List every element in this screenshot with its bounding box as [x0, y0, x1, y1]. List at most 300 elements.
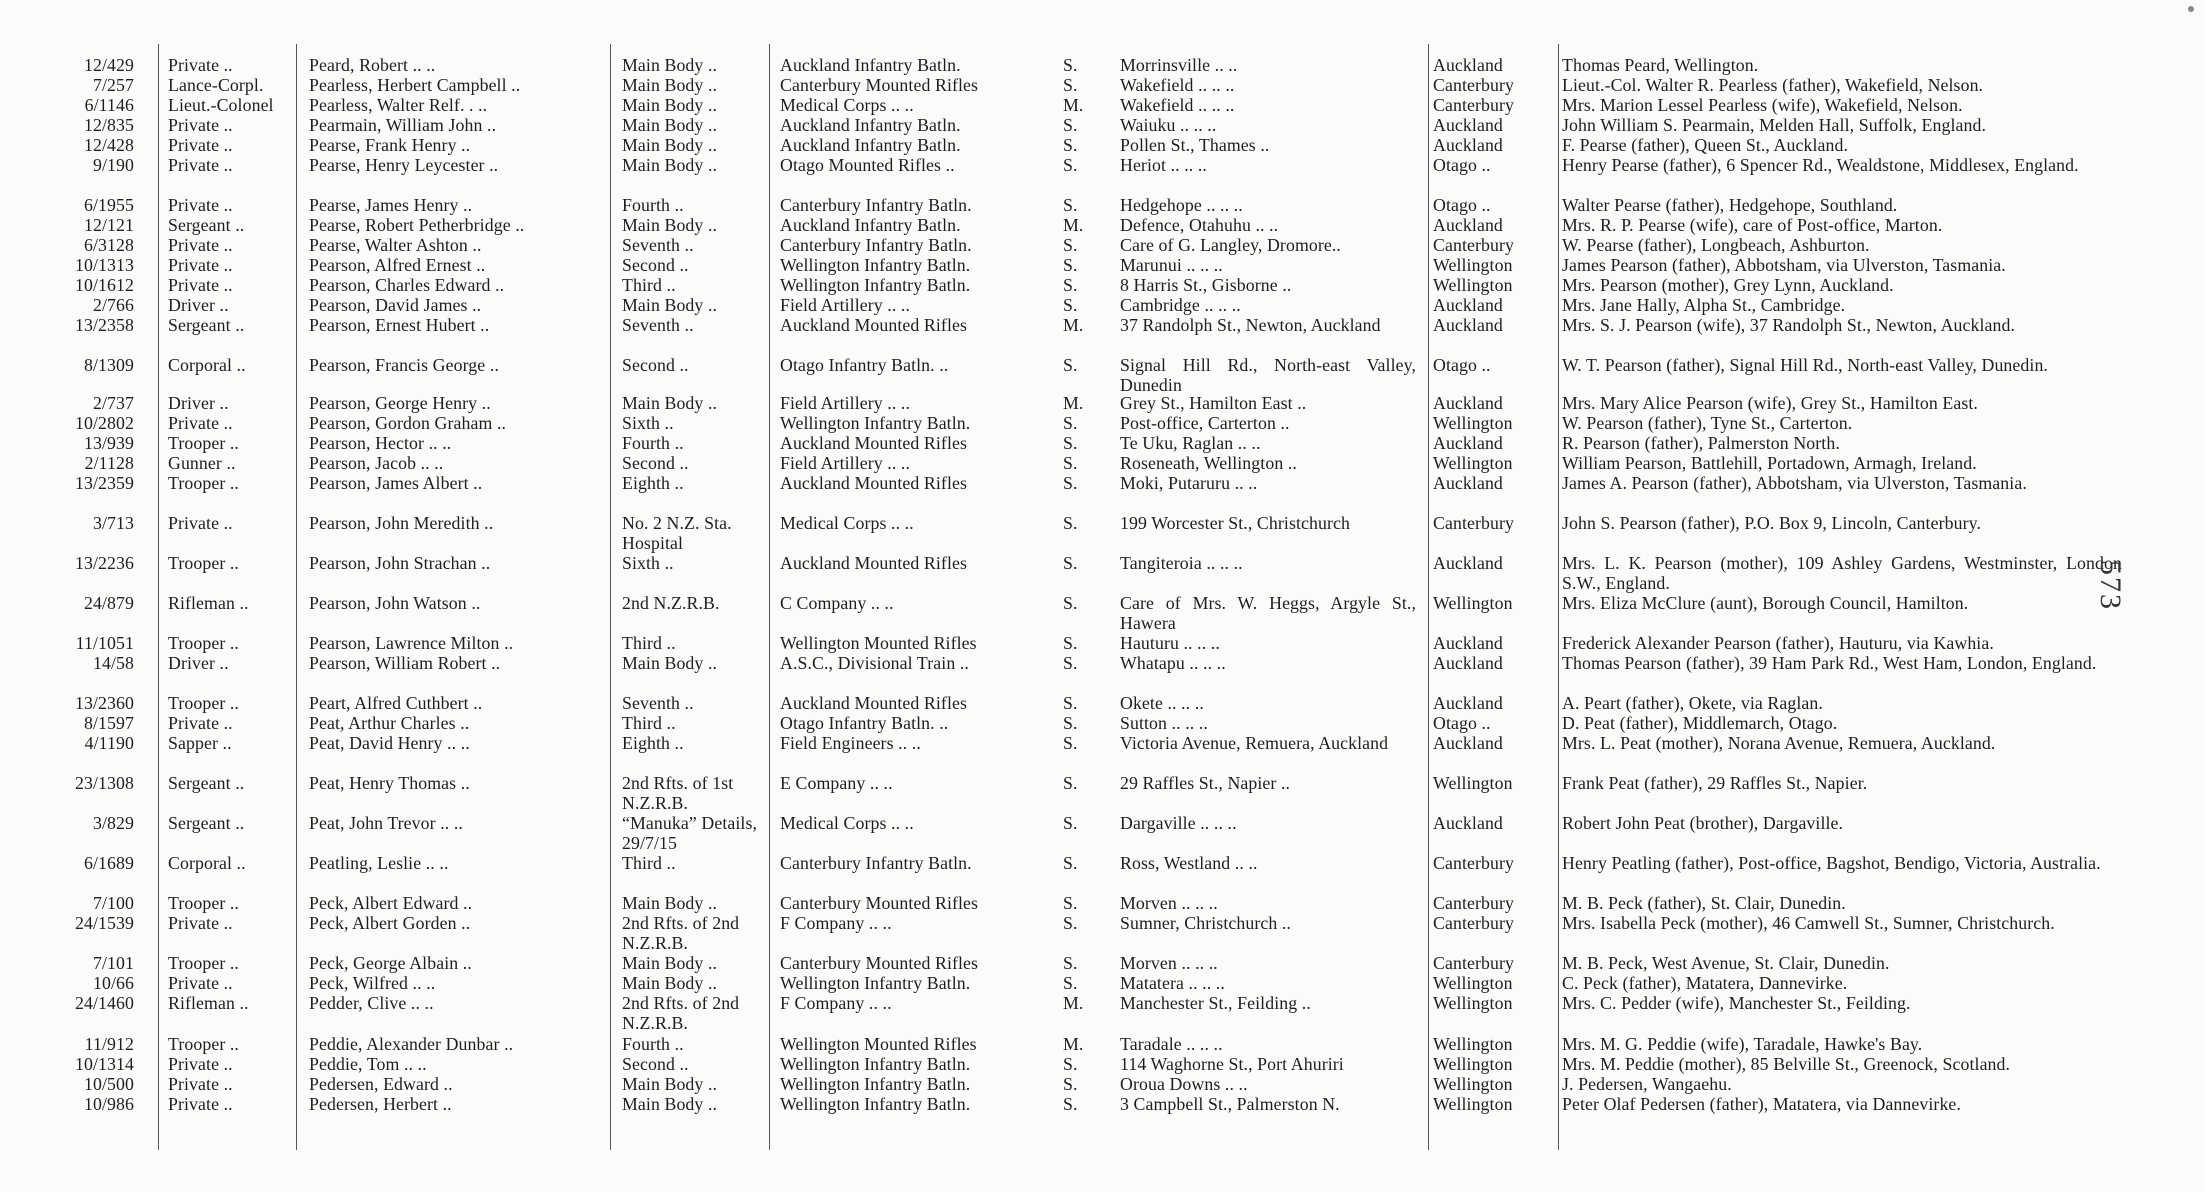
district: Wellington: [1433, 1074, 1513, 1094]
draft-body: Main Body ..: [622, 55, 718, 75]
service-number: 2/1128: [84, 453, 134, 473]
marital-status: S.: [1063, 1074, 1078, 1094]
last-address: Matatera .. .. ..: [1120, 973, 1225, 993]
unit: Field Artillery .. ..: [780, 393, 911, 413]
marital-status: S.: [1063, 1054, 1078, 1074]
next-of-kin: A. Peart (father), Okete, via Raglan.: [1562, 693, 1823, 713]
rank: Rifleman ..: [168, 593, 249, 613]
rank: Corporal ..: [168, 355, 246, 375]
district: Auckland: [1433, 215, 1503, 235]
unit: E Company .. ..: [780, 773, 893, 793]
district: Otago ..: [1433, 155, 1491, 175]
rank: Trooper ..: [168, 893, 239, 913]
unit: Auckland Mounted Rifles: [780, 433, 967, 453]
district: Wellington: [1433, 973, 1513, 993]
unit: Auckland Mounted Rifles: [780, 553, 967, 573]
rank: Corporal ..: [168, 853, 246, 873]
rank: Trooper ..: [168, 953, 239, 973]
draft-body: Main Body ..: [622, 135, 718, 155]
draft-body: Fourth ..: [622, 1034, 684, 1054]
draft-body: Main Body ..: [622, 115, 718, 135]
district: Wellington: [1433, 1034, 1513, 1054]
last-address: Morven .. .. ..: [1120, 893, 1218, 913]
unit: Auckland Infantry Batln.: [780, 135, 961, 155]
service-number: 10/66: [92, 973, 134, 993]
district: Wellington: [1433, 255, 1513, 275]
last-address: Pollen St., Thames ..: [1120, 135, 1270, 155]
last-address: Ross, Westland .. ..: [1120, 853, 1258, 873]
marital-status: S.: [1063, 513, 1078, 533]
rank: Private ..: [168, 55, 233, 75]
soldier-name: Pedersen, Edward ..: [309, 1074, 453, 1094]
unit: F Company .. ..: [780, 913, 892, 933]
last-address: Morrinsville .. ..: [1120, 55, 1238, 75]
rank: Private ..: [168, 1054, 233, 1074]
last-address: Waiuku .. .. ..: [1120, 115, 1217, 135]
district: Otago ..: [1433, 713, 1491, 733]
rank: Sergeant ..: [168, 315, 245, 335]
draft-body: Main Body ..: [622, 295, 718, 315]
last-address: 8 Harris St., Gisborne ..: [1120, 275, 1292, 295]
draft-body: Eighth ..: [622, 733, 684, 753]
service-number: 2/766: [92, 295, 134, 315]
last-address: 199 Worcester St., Christchurch: [1120, 513, 1350, 533]
rank: Sergeant ..: [168, 773, 245, 793]
unit: Canterbury Infantry Batln.: [780, 235, 972, 255]
draft-body: Main Body ..: [622, 653, 718, 673]
soldier-name: Peat, David Henry .. ..: [309, 733, 470, 753]
next-of-kin: W. Pearse (father), Longbeach, Ashburton.: [1562, 235, 1870, 255]
draft-body: Fourth ..: [622, 195, 684, 215]
next-of-kin: Mrs. Pearson (mother), Grey Lynn, Auckland.: [1562, 275, 1894, 295]
next-of-kin: Frederick Alexander Pearson (father), Hauturu, via Kawhia.: [1562, 633, 1994, 653]
marital-status: S.: [1063, 155, 1078, 175]
rank: Trooper ..: [168, 433, 239, 453]
draft-body: 2nd Rfts. of 2nd N.Z.R.B.: [622, 993, 740, 1033]
unit: Auckland Mounted Rifles: [780, 315, 967, 335]
unit: Field Artillery .. ..: [780, 453, 911, 473]
marital-status: S.: [1063, 75, 1078, 95]
last-address: Signal Hill Rd., North-east Valley, Dunedin: [1120, 355, 1416, 395]
next-of-kin: William Pearson, Battlehill, Portadown, Armagh, Ireland.: [1562, 453, 1977, 473]
soldier-name: Pearson, Gordon Graham ..: [309, 413, 507, 433]
roll-row: [0, 513, 2205, 553]
service-number: 8/1597: [84, 713, 134, 733]
rank: Private ..: [168, 1094, 233, 1114]
next-of-kin: Mrs. R. P. Pearse (wife), care of Post-office, Marton.: [1562, 215, 1943, 235]
soldier-name: Pearson, Lawrence Milton ..: [309, 633, 514, 653]
draft-body: Main Body ..: [622, 393, 718, 413]
soldier-name: Peck, Albert Edward ..: [309, 893, 473, 913]
service-number: 24/879: [84, 593, 134, 613]
soldier-name: Peat, Arthur Charles ..: [309, 713, 470, 733]
district: Wellington: [1433, 773, 1513, 793]
soldier-name: Peat, John Trevor .. ..: [309, 813, 463, 833]
soldier-name: Pearson, John Strachan ..: [309, 553, 491, 573]
marital-status: S.: [1063, 593, 1078, 613]
district: Wellington: [1433, 275, 1513, 295]
soldier-name: Pearmain, William John ..: [309, 115, 497, 135]
last-address: Heriot .. .. ..: [1120, 155, 1207, 175]
service-number: 3/829: [92, 813, 134, 833]
unit: Wellington Infantry Batln.: [780, 1074, 971, 1094]
next-of-kin: James Pearson (father), Abbotsham, via Ulverston, Tasmania.: [1562, 255, 2006, 275]
draft-body: Main Body ..: [622, 155, 718, 175]
marital-status: S.: [1063, 433, 1078, 453]
draft-body: Seventh ..: [622, 693, 694, 713]
corner-mark: [2188, 6, 2194, 12]
district: Auckland: [1433, 473, 1503, 493]
last-address: Defence, Otahuhu .. ..: [1120, 215, 1279, 235]
soldier-name: Pearson, John Watson ..: [309, 593, 481, 613]
service-number: 8/1309: [84, 355, 134, 375]
unit: Canterbury Mounted Rifles: [780, 953, 979, 973]
unit: Canterbury Infantry Batln.: [780, 195, 972, 215]
service-number: 12/121: [84, 215, 134, 235]
service-number: 6/3128: [84, 235, 134, 255]
rank: Lieut.-Colonel: [168, 95, 274, 115]
service-number: 3/713: [92, 513, 134, 533]
next-of-kin: Lieut.-Col. Walter R. Pearless (father), Wakefield, Nelson.: [1562, 75, 1984, 95]
marital-status: S.: [1063, 913, 1078, 933]
district: Auckland: [1433, 733, 1503, 753]
next-of-kin: D. Peat (father), Middlemarch, Otago.: [1562, 713, 1838, 733]
next-of-kin: Frank Peat (father), 29 Raffles St., Napier.: [1562, 773, 1868, 793]
service-number: 10/2802: [75, 413, 134, 433]
next-of-kin: Mrs. Eliza McClure (aunt), Borough Council, Hamilton.: [1562, 593, 1969, 613]
soldier-name: Pearson, Jacob .. ..: [309, 453, 444, 473]
unit: Wellington Infantry Batln.: [780, 413, 971, 433]
draft-body: 2nd Rfts. of 2nd N.Z.R.B.: [622, 913, 740, 953]
last-address: Manchester St., Feilding ..: [1120, 993, 1311, 1013]
marital-status: S.: [1063, 853, 1078, 873]
last-address: Whatapu .. .. ..: [1120, 653, 1226, 673]
service-number: 2/737: [92, 393, 134, 413]
rank: Trooper ..: [168, 553, 239, 573]
unit: Wellington Infantry Batln.: [780, 973, 971, 993]
next-of-kin: Mrs. M. Peddie (mother), 85 Belville St., Greenock, Scotland.: [1562, 1054, 2011, 1074]
rank: Driver ..: [168, 295, 229, 315]
next-of-kin: Mrs. Mary Alice Pearson (wife), Grey St., Hamilton East.: [1562, 393, 1978, 413]
service-number: 11/912: [84, 1034, 134, 1054]
next-of-kin: Mrs. M. G. Peddie (wife), Taradale, Hawke's Bay.: [1562, 1034, 1923, 1054]
district: Otago ..: [1433, 195, 1491, 215]
marital-status: M.: [1063, 215, 1084, 235]
district: Canterbury: [1433, 913, 1514, 933]
marital-status: S.: [1063, 413, 1078, 433]
marital-status: S.: [1063, 773, 1078, 793]
draft-body: Seventh ..: [622, 315, 694, 335]
unit: Auckland Mounted Rifles: [780, 693, 967, 713]
next-of-kin: John William S. Pearmain, Melden Hall, Suffolk, England.: [1562, 115, 1987, 135]
draft-body: Eighth ..: [622, 473, 684, 493]
draft-body: Sixth ..: [622, 413, 674, 433]
unit: Otago Mounted Rifles ..: [780, 155, 955, 175]
soldier-name: Pearson, Ernest Hubert ..: [309, 315, 490, 335]
soldier-name: Pearson, Hector .. ..: [309, 433, 452, 453]
rank: Sergeant ..: [168, 215, 245, 235]
marital-status: S.: [1063, 713, 1078, 733]
rank: Lance-Corpl.: [168, 75, 264, 95]
next-of-kin: Henry Pearse (father), 6 Spencer Rd., Wealdstone, Middlesex, England.: [1562, 155, 2079, 175]
unit: Otago Infantry Batln. ..: [780, 713, 949, 733]
service-number: 12/835: [84, 115, 134, 135]
rank: Private ..: [168, 235, 233, 255]
marital-status: S.: [1063, 55, 1078, 75]
service-number: 12/429: [84, 55, 134, 75]
service-number: 7/100: [92, 893, 134, 913]
soldier-name: Pearson, George Henry ..: [309, 393, 491, 413]
soldier-name: Pearson, David James ..: [309, 295, 482, 315]
last-address: Cambridge .. .. ..: [1120, 295, 1241, 315]
draft-body: Main Body ..: [622, 1094, 718, 1114]
last-address: 114 Waghorne St., Port Ahuriri: [1120, 1054, 1344, 1074]
last-address: Morven .. .. ..: [1120, 953, 1218, 973]
last-address: 3 Campbell St., Palmerston N.: [1120, 1094, 1340, 1114]
next-of-kin: Thomas Pearson (father), 39 Ham Park Rd., West Ham, London, England.: [1562, 653, 2097, 673]
last-address: 29 Raffles St., Napier ..: [1120, 773, 1291, 793]
soldier-name: Peddie, Tom .. ..: [309, 1054, 427, 1074]
last-address: Care of Mrs. W. Heggs, Argyle St., Hawera: [1120, 593, 1416, 633]
district: Wellington: [1433, 1094, 1513, 1114]
draft-body: Second ..: [622, 1054, 689, 1074]
marital-status: S.: [1063, 633, 1078, 653]
last-address: Roseneath, Wellington ..: [1120, 453, 1297, 473]
marital-status: S.: [1063, 275, 1078, 295]
marital-status: S.: [1063, 473, 1078, 493]
unit: Auckland Infantry Batln.: [780, 215, 961, 235]
soldier-name: Pearse, Henry Leycester ..: [309, 155, 499, 175]
marital-status: M.: [1063, 393, 1084, 413]
service-number: 11/1051: [75, 633, 134, 653]
district: Wellington: [1433, 453, 1513, 473]
service-number: 10/1313: [75, 255, 134, 275]
last-address: Sutton .. .. ..: [1120, 713, 1208, 733]
last-address: Te Uku, Raglan .. ..: [1120, 433, 1261, 453]
soldier-name: Pearse, Robert Petherbridge ..: [309, 215, 525, 235]
soldier-name: Pearse, Walter Ashton ..: [309, 235, 482, 255]
service-number: 10/986: [84, 1094, 134, 1114]
service-number: 13/2358: [75, 315, 134, 335]
next-of-kin: Walter Pearse (father), Hedgehope, Southland.: [1562, 195, 1898, 215]
next-of-kin: Mrs. Jane Hally, Alpha St., Cambridge.: [1562, 295, 1846, 315]
marital-status: M.: [1063, 1034, 1084, 1054]
district: Wellington: [1433, 593, 1513, 613]
rank: Private ..: [168, 195, 233, 215]
next-of-kin: Mrs. Isabella Peck (mother), 46 Camwell St., Sumner, Christchurch.: [1562, 913, 2055, 933]
last-address: Wakefield .. .. ..: [1120, 95, 1235, 115]
marital-status: S.: [1063, 693, 1078, 713]
district: Wellington: [1433, 1054, 1513, 1074]
rank: Private ..: [168, 913, 233, 933]
roll-row: [0, 773, 2205, 813]
service-number: 4/1190: [84, 733, 134, 753]
district: Wellington: [1433, 413, 1513, 433]
rank: Private ..: [168, 115, 233, 135]
last-address: Moki, Putaruru .. ..: [1120, 473, 1258, 493]
last-address: Care of G. Langley, Dromore..: [1120, 235, 1341, 255]
soldier-name: Peck, George Albain ..: [309, 953, 472, 973]
marital-status: M.: [1063, 95, 1084, 115]
district: Wellington: [1433, 993, 1513, 1013]
marital-status: S.: [1063, 255, 1078, 275]
soldier-name: Pearse, James Henry ..: [309, 195, 473, 215]
rank: Private ..: [168, 275, 233, 295]
draft-body: Second ..: [622, 453, 689, 473]
rank: Private ..: [168, 135, 233, 155]
unit: Wellington Mounted Rifles: [780, 1034, 977, 1054]
soldier-name: Pearson, Alfred Ernest ..: [309, 255, 486, 275]
district: Auckland: [1433, 633, 1503, 653]
rank: Private ..: [168, 1074, 233, 1094]
soldier-name: Pearse, Frank Henry ..: [309, 135, 471, 155]
unit: Wellington Infantry Batln.: [780, 255, 971, 275]
roll-row: [0, 1094, 2205, 1134]
roll-row: [0, 913, 2205, 953]
rank: Rifleman ..: [168, 993, 249, 1013]
district: Auckland: [1433, 135, 1503, 155]
roll-row: [0, 993, 2205, 1033]
district: Canterbury: [1433, 953, 1514, 973]
last-address: Hauturu .. .. ..: [1120, 633, 1220, 653]
district: Auckland: [1433, 653, 1503, 673]
district: Auckland: [1433, 55, 1503, 75]
roll-row: [0, 355, 2205, 395]
soldier-name: Peddie, Alexander Dunbar ..: [309, 1034, 514, 1054]
next-of-kin: R. Pearson (father), Palmerston North.: [1562, 433, 1840, 453]
unit: Canterbury Infantry Batln.: [780, 853, 972, 873]
unit: A.S.C., Divisional Train ..: [780, 653, 969, 673]
district: Auckland: [1433, 115, 1503, 135]
last-address: Oroua Downs .. ..: [1120, 1074, 1248, 1094]
marital-status: S.: [1063, 235, 1078, 255]
next-of-kin: Mrs. L. K. Pearson (mother), 109 Ashley Gardens, Westminster, London S.W., England.: [1562, 553, 2122, 593]
marital-status: M.: [1063, 315, 1084, 335]
draft-body: “Manuka” Details, 29/7/15: [622, 813, 758, 853]
next-of-kin: Mrs. S. J. Pearson (wife), 37 Randolph St., Newton, Auckland.: [1562, 315, 2016, 335]
next-of-kin: Thomas Peard, Wellington.: [1562, 55, 1759, 75]
next-of-kin: C. Peck (father), Matatera, Dannevirke.: [1562, 973, 1848, 993]
next-of-kin: John S. Pearson (father), P.O. Box 9, Lincoln, Canterbury.: [1562, 513, 1981, 533]
marital-status: S.: [1063, 453, 1078, 473]
marital-status: M.: [1063, 993, 1084, 1013]
soldier-name: Peatling, Leslie .. ..: [309, 853, 449, 873]
soldier-name: Peck, Albert Gorden ..: [309, 913, 471, 933]
unit: Otago Infantry Batln. ..: [780, 355, 949, 375]
unit: Wellington Mounted Rifles: [780, 633, 977, 653]
soldier-name: Peat, Henry Thomas ..: [309, 773, 470, 793]
roll-row: [0, 473, 2205, 513]
service-number: 7/257: [92, 75, 134, 95]
roll-row: [0, 813, 2205, 853]
marital-status: S.: [1063, 733, 1078, 753]
marital-status: S.: [1063, 295, 1078, 315]
next-of-kin: Henry Peatling (father), Post-office, Bagshot, Bendigo, Victoria, Australia.: [1562, 853, 2101, 873]
rank: Private ..: [168, 973, 233, 993]
unit: Canterbury Mounted Rifles: [780, 893, 979, 913]
district: Auckland: [1433, 433, 1503, 453]
next-of-kin: Mrs. L. Peat (mother), Norana Avenue, Remuera, Auckland.: [1562, 733, 1996, 753]
district: Auckland: [1433, 553, 1503, 573]
last-address: Grey St., Hamilton East ..: [1120, 393, 1307, 413]
unit: Auckland Infantry Batln.: [780, 55, 961, 75]
rank: Private ..: [168, 513, 233, 533]
service-number: 24/1539: [75, 913, 134, 933]
soldier-name: Pearson, James Albert ..: [309, 473, 483, 493]
draft-body: Second ..: [622, 355, 689, 375]
soldier-name: Pearson, John Meredith ..: [309, 513, 494, 533]
last-address: Tangiteroia .. .. ..: [1120, 553, 1243, 573]
next-of-kin: J. Pedersen, Wangaehu.: [1562, 1074, 1732, 1094]
service-number: 10/500: [84, 1074, 134, 1094]
service-number: 13/2359: [75, 473, 134, 493]
soldier-name: Pearless, Herbert Campbell ..: [309, 75, 521, 95]
soldier-name: Pearson, Charles Edward ..: [309, 275, 505, 295]
district: Auckland: [1433, 393, 1503, 413]
last-address: Post-office, Carterton ..: [1120, 413, 1290, 433]
draft-body: Main Body ..: [622, 215, 718, 235]
rank: Trooper ..: [168, 1034, 239, 1054]
rank: Driver ..: [168, 393, 229, 413]
draft-body: 2nd Rfts. of 1st N.Z.R.B.: [622, 773, 734, 813]
rank: Sapper ..: [168, 733, 232, 753]
draft-body: Third ..: [622, 275, 676, 295]
roll-row: [0, 155, 2205, 195]
district: Auckland: [1433, 295, 1503, 315]
last-address: Sumner, Christchurch ..: [1120, 913, 1291, 933]
soldier-name: Pedersen, Herbert ..: [309, 1094, 452, 1114]
draft-body: Fourth ..: [622, 433, 684, 453]
soldier-name: Pearless, Walter Relf. . ..: [309, 95, 488, 115]
draft-body: 2nd N.Z.R.B.: [622, 593, 720, 613]
soldier-name: Pearson, Francis George ..: [309, 355, 499, 375]
service-number: 10/1612: [75, 275, 134, 295]
next-of-kin: Robert John Peat (brother), Dargaville.: [1562, 813, 1844, 833]
district: Canterbury: [1433, 513, 1514, 533]
rank: Gunner ..: [168, 453, 236, 473]
marital-status: S.: [1063, 813, 1078, 833]
marital-status: S.: [1063, 893, 1078, 913]
draft-body: Main Body ..: [622, 95, 718, 115]
marital-status: S.: [1063, 115, 1078, 135]
draft-body: Main Body ..: [622, 953, 718, 973]
draft-body: Third ..: [622, 633, 676, 653]
next-of-kin: W. T. Pearson (father), Signal Hill Rd., North-east Valley, Dunedin.: [1562, 355, 2048, 375]
draft-body: Main Body ..: [622, 893, 718, 913]
unit: Canterbury Mounted Rifles: [780, 75, 979, 95]
service-number: 7/101: [92, 953, 134, 973]
district: Canterbury: [1433, 853, 1514, 873]
service-number: 6/1146: [84, 95, 134, 115]
rank: Private ..: [168, 713, 233, 733]
service-number: 13/939: [84, 433, 134, 453]
unit: Medical Corps .. ..: [780, 813, 914, 833]
next-of-kin: Peter Olaf Pedersen (father), Matatera, via Dannevirke.: [1562, 1094, 1961, 1114]
marital-status: S.: [1063, 553, 1078, 573]
next-of-kin: Mrs. Marion Lessel Pearless (wife), Wakefield, Nelson.: [1562, 95, 1963, 115]
last-address: 37 Randolph St., Newton, Auckland: [1120, 315, 1381, 335]
district: Auckland: [1433, 315, 1503, 335]
marital-status: S.: [1063, 355, 1078, 375]
next-of-kin: M. B. Peck (father), St. Clair, Dunedin.: [1562, 893, 1846, 913]
service-number: 10/1314: [75, 1054, 134, 1074]
rank: Driver ..: [168, 653, 229, 673]
page-number: 573: [2094, 560, 2127, 611]
rank: Private ..: [168, 413, 233, 433]
last-address: Victoria Avenue, Remuera, Auckland: [1120, 733, 1389, 753]
last-address: Taradale .. .. ..: [1120, 1034, 1223, 1054]
district: Auckland: [1433, 813, 1503, 833]
